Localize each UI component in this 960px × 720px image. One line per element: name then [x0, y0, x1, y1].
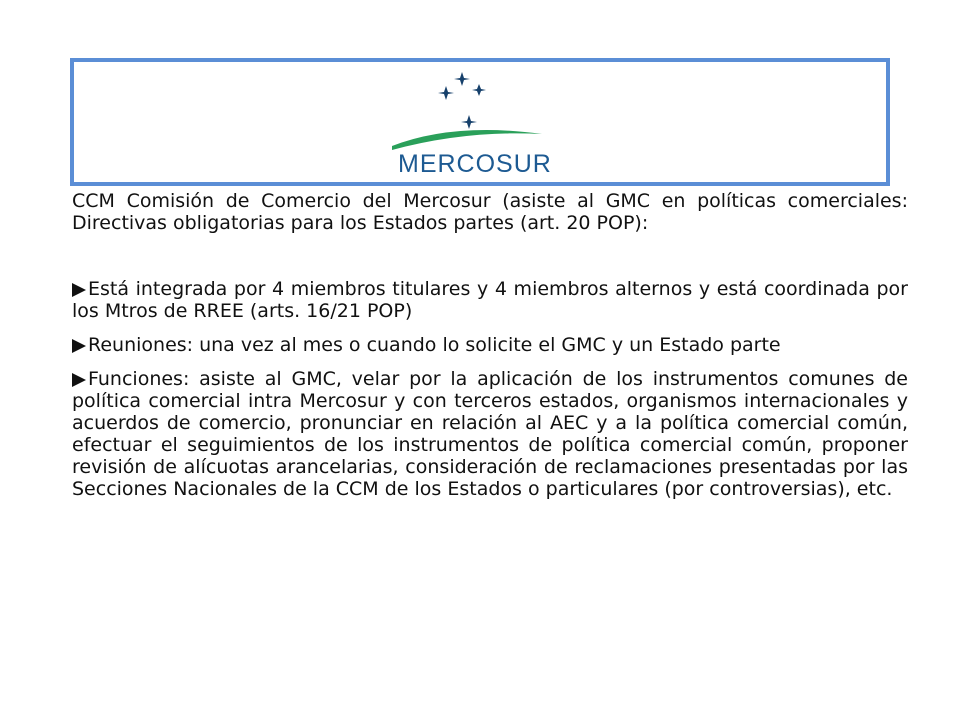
bullet-text: Funciones: asiste al GMC, velar por la aplicación de los instrumentos comunes de política comercial intra Mercosur y con terceros estados, organismos internacionales y acuerdos de comercio, pronunciar en relación al AEC y a la política comercial común, efectuar el seguimientos de los instrumentos de política comercial común, proponer revisión de alícuotas arancelarias, consideración de reclamaciones presentadas por las Secciones Nacionales de la CCM de los Estados o particulares (por controversias), etc. — [72, 368, 908, 500]
green-arc — [392, 130, 542, 150]
arrow-bullet-icon — [72, 283, 86, 297]
bullet-item — [72, 334, 908, 356]
bullet-item — [72, 278, 908, 322]
logo-wordmark: MERCOSUR — [398, 150, 552, 178]
arrow-bullet-icon — [72, 373, 86, 387]
star — [438, 86, 454, 100]
intro-paragraph: CCM Comisión de Comercio del Mercosur (asiste al GMC en políticas comerciales: Directivas obligatorias para los Estados partes (art. 20 POP): — [72, 190, 908, 234]
southern-cross-stars-icon — [374, 66, 574, 156]
bullet-text: Reuniones: una vez al mes o cuando lo solicite el GMC y un Estado parte — [88, 334, 781, 356]
logo-banner — [70, 58, 890, 186]
slide-content — [72, 190, 908, 512]
star — [454, 72, 470, 86]
arrow-bullet-icon — [72, 339, 86, 353]
bullet-text: Está integrada por 4 miembros titulares y 4 miembros alternos y está coordinada por los Mtros de RREE (arts. 16/21 POP) — [72, 278, 908, 322]
bullet-item — [72, 368, 908, 500]
star — [472, 84, 486, 96]
star — [461, 115, 477, 129]
